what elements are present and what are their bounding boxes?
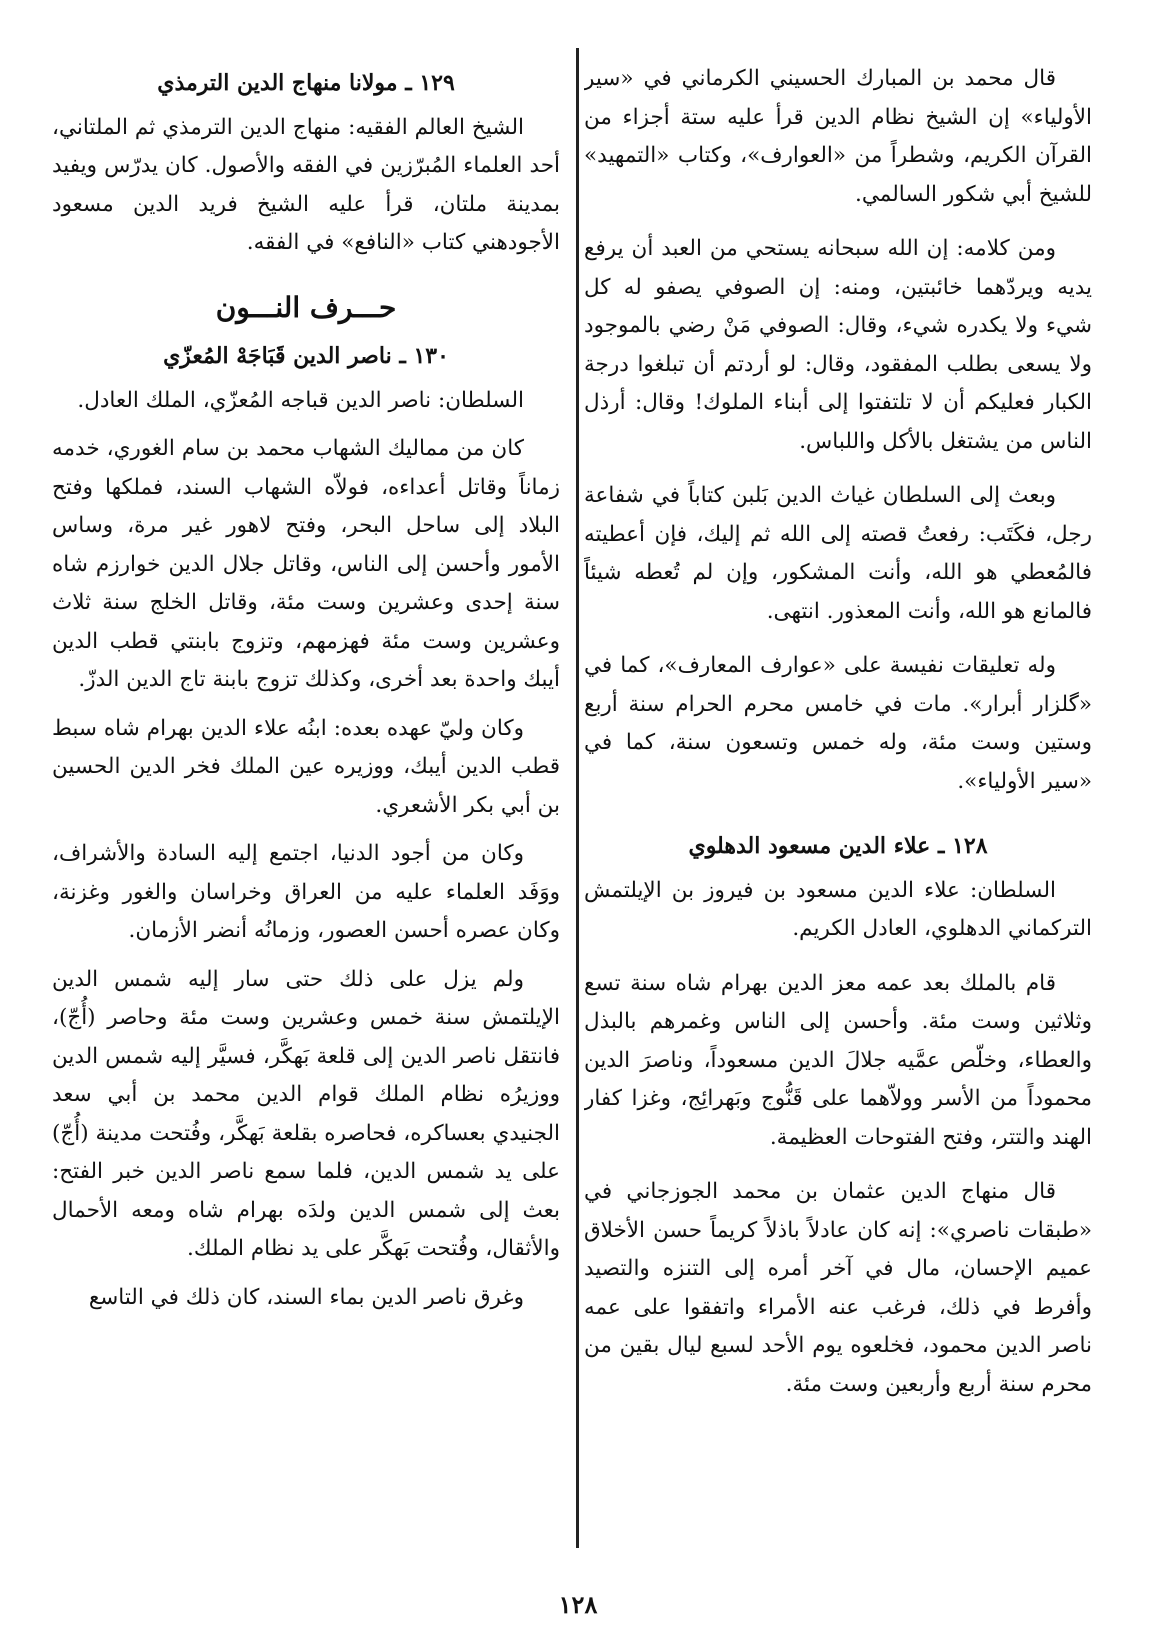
paragraph: ومن كلامه: إن الله سبحانه يستحي من العبد أن يرفع يديه ويردّهما خائبتين، ومنه: إن الصوفي يصفو له كل شيء ولا يكدره شيء، وقال: الصوفي مَنْ رضي بالموجود ولا يسعى بطلب المفقود، وقال: لو أردتم أن تبلغوا درجة الكبار فعليكم أن لا تلتفتوا إلى أبناء الملوك! وقال: أرذل الناس من يشتغل بالأكل واللباس. bbox=[584, 236, 1092, 454]
section-title: حـــرف النـــون bbox=[215, 290, 397, 324]
paragraph: قال منهاج الدين عثمان بن محمد الجوزجاني في «طبقات ناصري»: إنه كان عادلاً باذلاً كريماً حسن الأخلاق عميم الإحسان، مال في آخر أمره إلى التنزه والتصيد وأفرط في ذلك، فرغب عنه الأمراء واتفقوا على عمه ناصر الدين محمود، فخلعوه يوم الأحد لسبع ليال بقين من محرم سنة أربع وأربعين وست مئة. bbox=[584, 1179, 1092, 1397]
paragraph: السلطان: علاء الدين مسعود بن فيروز بن الإيلتمش التركماني الدهلوي، العادل الكريم. bbox=[584, 877, 1092, 941]
paragraph: قام بالملك بعد عمه معز الدين بهرام شاه سنة تسع وثلاثين وست مئة. وأحسن إلى الناس وغمرهم بالبذل والعطاء، وخلّص عمَّيه جلالَ الدين مسعوداً، وناصرَ الدين محموداً من الأسر وولاّهما على قَنُّوج وبَهرائِج، وغزا كفار الهند والتتر، وفتح الفتوحات العظيمة. bbox=[584, 970, 1092, 1150]
paragraph: وبعث إلى السلطان غياث الدين بَلبن كتاباً في شفاعة رجل، فكَتَب: رفعتُ قصته إلى الله ثم إليك، فإن أعطيته فالمُعطي هو الله، وأنت المشكور، وإن لم تُعطه شيئاً فالمانع هو الله، وأنت المعذور. انتهى. bbox=[584, 483, 1092, 624]
page-number: ١٢٨ bbox=[558, 1590, 598, 1619]
left-column bbox=[52, 60, 560, 1530]
paragraph: كان من مماليك الشهاب محمد بن سام الغوري، خدمه زماناً وقاتل أعداءه، فولاّه الشهاب السند، فملكها وفتح البلاد إلى ساحل البحر، وفتح لاهور غير مرة، وساس الأمور وأحسن إلى الناس، وقاتل جلال الدين خوارزم شاه سنة إحدى وعشرين وست مئة، وقاتل الخلج سنة ثلاث وعشرين وست مئة فهزمهم، وتزوج بابنتي قطب الدين أيبك واحدة بعد أخرى، وكذلك تزوج بابنة تاج الدين الدزّ. bbox=[52, 436, 560, 692]
paragraph: قال محمد بن المبارك الحسيني الكرماني في «سير الأولياء» إن الشيخ نظام الدين قرأ عليه ستة أجزاء من القرآن الكريم، وشطراً من «العوارف»، وكتاب «التمهيد» للشيخ أبي شكور السالمي. bbox=[584, 66, 1092, 207]
column-divider bbox=[576, 48, 579, 1548]
paragraph: وكان وليّ عهده بعده: ابنُه علاء الدين بهرام شاه سبط قطب الدين أيبك، ووزيره عين الملك فخر الدين الحسين بن أبي بكر الأشعري. bbox=[52, 715, 560, 818]
paragraph: الشيخ العالم الفقيه: منهاج الدين الترمذي ثم الملتاني، أحد العلماء المُبرّزين في الفقه والأصول. كان يدرّس ويفيد بمدينة ملتان، قرأ عليه الشيخ فريد الدين مسعود الأجودهني كتاب «النافع» في الفقه. bbox=[52, 114, 560, 255]
paragraph: وغرق ناصر الدين بماء السند، كان ذلك في التاسع bbox=[88, 1284, 524, 1310]
paragraph: وله تعليقات نفيسة على «عوارف المعارف»، كما في «گلزار أبرار». مات في خامس محرم الحرام سنة أربع وستين وست مئة، وله خمس وتسعون سنة، كما في «سير الأولياء». bbox=[584, 653, 1092, 794]
right-column bbox=[584, 60, 1092, 1530]
paragraph: وكان من أجود الدنيا، اجتمع إليه السادة والأشراف، ووَفَد العلماء عليه من العراق وخراسان والغور وغزنة، وكان عصره أحسن العصور، وزمانُه أنضر الأزمان. bbox=[52, 841, 560, 943]
entry-heading-128: ١٢٨ ـ علاء الدين مسعود الدهلوي bbox=[688, 833, 988, 859]
paragraph: السلطان: ناصر الدين قباجه المُعزّي، الملك العادل. bbox=[77, 387, 524, 413]
entry-heading-130: ١٣٠ ـ ناصر الدين قَبَاجَهْ المُعزّي bbox=[163, 343, 449, 369]
paragraph: ولم يزل على ذلك حتى سار إليه شمس الدين الإيلتمش سنة خمس وعشرين وست مئة وحاصر (أُجّ)، فانتقل ناصر الدين إلى قلعة بَهكَّر، فسيَّر إليه شمس الدين ووزيرُه نظام الملك قوام الدين محمد بن أبي سعد الجنيدي بعساكره، فحاصره بقلعة بَهكَّر، وفُتحت مدينة (أُجّ) على يد شمس الدين، فلما سمع ناصر الدين خبر الفتح: بعث إلى شمس الدين ولدَه بهرام شاه ومعه الأحمال والأثقال، وفُتحت بَهكَّر على يد نظام الملك. bbox=[52, 966, 560, 1261]
entry-heading-129: ١٢٩ ـ مولانا منهاج الدين الترمذي bbox=[157, 70, 455, 96]
